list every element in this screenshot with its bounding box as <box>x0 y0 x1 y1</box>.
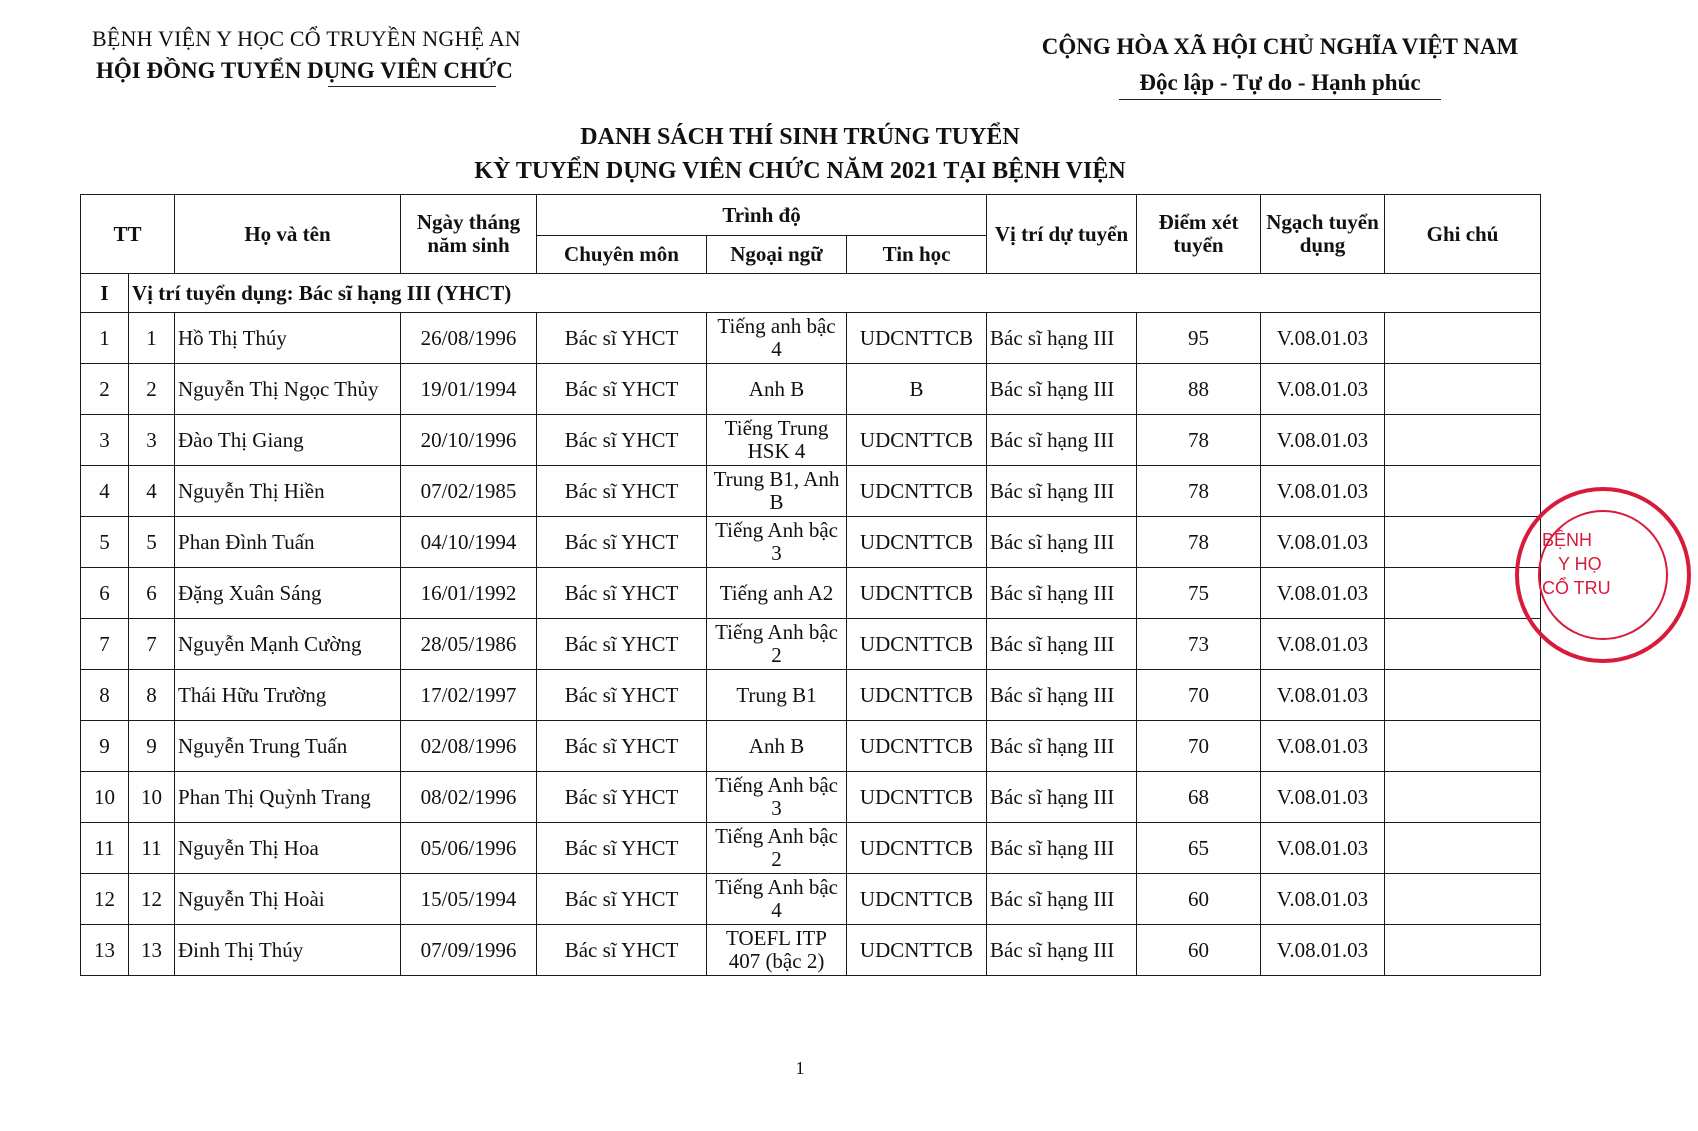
header-note: Ghi chú <box>1385 195 1541 274</box>
cell-row-number: 4 <box>129 466 175 517</box>
table-row <box>81 874 1541 925</box>
cell-specialty: Bác sĩ YHCT <box>537 823 707 874</box>
cell-row-index: 8 <box>81 670 129 721</box>
cell-row-index: 7 <box>81 619 129 670</box>
cell-score: 60 <box>1137 874 1261 925</box>
cell-row-index: 13 <box>81 925 129 976</box>
cell-row-index: 1 <box>81 313 129 364</box>
stamp-text-2: Y HỌ <box>1558 554 1602 574</box>
cell-foreign-language: Trung B1 <box>707 670 847 721</box>
table-row <box>81 517 1541 568</box>
cell-row-number: 11 <box>129 823 175 874</box>
cell-candidate-name: Nguyễn Mạnh Cường <box>175 619 401 670</box>
cell-rank-code: V.08.01.03 <box>1261 925 1385 976</box>
cell-specialty: Bác sĩ YHCT <box>537 364 707 415</box>
cell-rank-code: V.08.01.03 <box>1261 517 1385 568</box>
cell-score: 60 <box>1137 925 1261 976</box>
cell-birth-date: 19/01/1994 <box>401 364 537 415</box>
header-position: Vị trí dự tuyển <box>987 195 1137 274</box>
header-score: Điểm xét tuyển <box>1137 195 1261 274</box>
cell-rank-code: V.08.01.03 <box>1261 874 1385 925</box>
header-tt: TT <box>81 195 175 274</box>
cell-note <box>1385 772 1541 823</box>
cell-specialty: Bác sĩ YHCT <box>537 466 707 517</box>
cell-score: 78 <box>1137 517 1261 568</box>
cell-row-number: 7 <box>129 619 175 670</box>
cell-specialty: Bác sĩ YHCT <box>537 874 707 925</box>
cell-birth-date: 15/05/1994 <box>401 874 537 925</box>
stamp-outer-ring <box>1517 489 1689 661</box>
cell-candidate-name: Nguyễn Thị Hoa <box>175 823 401 874</box>
cell-rank-code: V.08.01.03 <box>1261 670 1385 721</box>
cell-row-number: 2 <box>129 364 175 415</box>
cell-note <box>1385 823 1541 874</box>
cell-note <box>1385 415 1541 466</box>
cell-applied-position: Bác sĩ hạng III <box>987 517 1137 568</box>
cell-candidate-name: Nguyễn Thị Hiền <box>175 466 401 517</box>
cell-applied-position: Bác sĩ hạng III <box>987 313 1137 364</box>
cell-foreign-language: Tiếng Anh bậc 3 <box>707 772 847 823</box>
cell-rank-code: V.08.01.03 <box>1261 466 1385 517</box>
cell-row-number: 3 <box>129 415 175 466</box>
cell-applied-position: Bác sĩ hạng III <box>987 415 1137 466</box>
cell-birth-date: 07/09/1996 <box>401 925 537 976</box>
cell-foreign-language: Tiếng Anh bậc 2 <box>707 823 847 874</box>
cell-specialty: Bác sĩ YHCT <box>537 772 707 823</box>
cell-row-number: 12 <box>129 874 175 925</box>
cell-candidate-name: Đặng Xuân Sáng <box>175 568 401 619</box>
table-row <box>81 415 1541 466</box>
cell-it-skill: UDCNTTCB <box>847 517 987 568</box>
cell-it-skill: UDCNTTCB <box>847 925 987 976</box>
cell-row-index: 11 <box>81 823 129 874</box>
cell-applied-position: Bác sĩ hạng III <box>987 364 1137 415</box>
cell-row-index: 10 <box>81 772 129 823</box>
cell-it-skill: UDCNTTCB <box>847 874 987 925</box>
cell-row-index: 6 <box>81 568 129 619</box>
cell-foreign-language: Tiếng anh A2 <box>707 568 847 619</box>
header-rank: Ngạch tuyển dụng <box>1261 195 1385 274</box>
cell-it-skill: UDCNTTCB <box>847 466 987 517</box>
table-row <box>81 925 1541 976</box>
table-row <box>81 364 1541 415</box>
cell-score: 88 <box>1137 364 1261 415</box>
cell-applied-position: Bác sĩ hạng III <box>987 568 1137 619</box>
cell-specialty: Bác sĩ YHCT <box>537 313 707 364</box>
cell-foreign-language: Tiếng Anh bậc 4 <box>707 874 847 925</box>
cell-score: 65 <box>1137 823 1261 874</box>
cell-applied-position: Bác sĩ hạng III <box>987 466 1137 517</box>
cell-foreign-language: Anh B <box>707 721 847 772</box>
cell-candidate-name: Phan Thị Quỳnh Trang <box>175 772 401 823</box>
table-row <box>81 772 1541 823</box>
cell-birth-date: 08/02/1996 <box>401 772 537 823</box>
cell-birth-date: 20/10/1996 <box>401 415 537 466</box>
cell-score: 78 <box>1137 415 1261 466</box>
council-name: HỘI ĐỒNG TUYỂN DỤNG VIÊN CHỨC <box>96 58 513 83</box>
cell-foreign-language: Trung B1, Anh B <box>707 466 847 517</box>
cell-birth-date: 05/06/1996 <box>401 823 537 874</box>
document-title: DANH SÁCH THÍ SINH TRÚNG TUYỂN <box>580 124 1020 150</box>
cell-birth-date: 04/10/1994 <box>401 517 537 568</box>
candidate-table <box>80 194 1541 976</box>
cell-row-index: 3 <box>81 415 129 466</box>
table-row <box>81 619 1541 670</box>
section-row <box>81 274 1541 313</box>
cell-applied-position: Bác sĩ hạng III <box>987 874 1137 925</box>
cell-it-skill: UDCNTTCB <box>847 313 987 364</box>
cell-birth-date: 07/02/1985 <box>401 466 537 517</box>
council-underline <box>328 86 496 87</box>
cell-specialty: Bác sĩ YHCT <box>537 568 707 619</box>
table-row <box>81 466 1541 517</box>
table-row <box>81 721 1541 772</box>
cell-note <box>1385 364 1541 415</box>
cell-score: 78 <box>1137 466 1261 517</box>
cell-rank-code: V.08.01.03 <box>1261 415 1385 466</box>
section-roman: I <box>81 274 129 313</box>
header-dob: Ngày tháng năm sinh <box>401 195 537 274</box>
cell-it-skill: UDCNTTCB <box>847 721 987 772</box>
header-left <box>92 26 612 87</box>
cell-specialty: Bác sĩ YHCT <box>537 670 707 721</box>
cell-rank-code: V.08.01.03 <box>1261 823 1385 874</box>
table-row <box>81 670 1541 721</box>
org-name: BỆNH VIỆN Y HỌC CỔ TRUYỀN NGHỆ AN <box>92 26 521 51</box>
cell-it-skill: UDCNTTCB <box>847 772 987 823</box>
table-row <box>81 568 1541 619</box>
cell-candidate-name: Phan Đình Tuấn <box>175 517 401 568</box>
page-number: 1 <box>795 1058 805 1078</box>
header-language: Ngoại ngữ <box>707 236 847 274</box>
cell-specialty: Bác sĩ YHCT <box>537 721 707 772</box>
cell-score: 75 <box>1137 568 1261 619</box>
cell-score: 95 <box>1137 313 1261 364</box>
document-subtitle: KỲ TUYỂN DỤNG VIÊN CHỨC NĂM 2021 TẠI BỆNH VIỆN <box>474 158 1126 184</box>
cell-birth-date: 28/05/1986 <box>401 619 537 670</box>
cell-candidate-name: Thái Hữu Trường <box>175 670 401 721</box>
cell-score: 70 <box>1137 670 1261 721</box>
cell-note <box>1385 721 1541 772</box>
cell-row-index: 5 <box>81 517 129 568</box>
cell-birth-date: 16/01/1992 <box>401 568 537 619</box>
cell-row-index: 2 <box>81 364 129 415</box>
cell-row-index: 12 <box>81 874 129 925</box>
cell-foreign-language: TOEFL ITP 407 (bậc 2) <box>707 925 847 976</box>
cell-candidate-name: Nguyễn Thị Hoài <box>175 874 401 925</box>
cell-candidate-name: Đào Thị Giang <box>175 415 401 466</box>
cell-applied-position: Bác sĩ hạng III <box>987 823 1137 874</box>
cell-applied-position: Bác sĩ hạng III <box>987 925 1137 976</box>
cell-candidate-name: Nguyễn Thị Ngọc Thủy <box>175 364 401 415</box>
motto-underline <box>1119 99 1441 100</box>
cell-foreign-language: Tiếng Anh bậc 3 <box>707 517 847 568</box>
cell-note <box>1385 874 1541 925</box>
cell-applied-position: Bác sĩ hạng III <box>987 670 1137 721</box>
cell-it-skill: UDCNTTCB <box>847 568 987 619</box>
cell-row-number: 8 <box>129 670 175 721</box>
cell-candidate-name: Nguyễn Trung Tuấn <box>175 721 401 772</box>
cell-row-index: 4 <box>81 466 129 517</box>
red-seal-stamp <box>1508 480 1698 670</box>
table-row <box>81 313 1541 364</box>
header-specialty: Chuyên môn <box>537 236 707 274</box>
cell-applied-position: Bác sĩ hạng III <box>987 619 1137 670</box>
cell-note <box>1385 313 1541 364</box>
cell-rank-code: V.08.01.03 <box>1261 364 1385 415</box>
cell-row-number: 1 <box>129 313 175 364</box>
cell-score: 70 <box>1137 721 1261 772</box>
cell-it-skill: UDCNTTCB <box>847 823 987 874</box>
section-label: Vị trí tuyển dụng: Bác sĩ hạng III (YHCT) <box>129 274 1541 313</box>
table-row <box>81 823 1541 874</box>
cell-note <box>1385 670 1541 721</box>
cell-row-number: 13 <box>129 925 175 976</box>
cell-row-number: 5 <box>129 517 175 568</box>
cell-row-number: 9 <box>129 721 175 772</box>
cell-foreign-language: Tiếng Anh bậc 2 <box>707 619 847 670</box>
cell-row-index: 9 <box>81 721 129 772</box>
cell-foreign-language: Anh B <box>707 364 847 415</box>
cell-specialty: Bác sĩ YHCT <box>537 517 707 568</box>
cell-score: 73 <box>1137 619 1261 670</box>
cell-it-skill: B <box>847 364 987 415</box>
cell-row-number: 10 <box>129 772 175 823</box>
cell-note <box>1385 925 1541 976</box>
cell-foreign-language: Tiếng Trung HSK 4 <box>707 415 847 466</box>
cell-rank-code: V.08.01.03 <box>1261 721 1385 772</box>
header-right <box>1010 34 1550 100</box>
cell-applied-position: Bác sĩ hạng III <box>987 721 1137 772</box>
nation-name: CỘNG HÒA XÃ HỘI CHỦ NGHĨA VIỆT NAM <box>1041 34 1519 59</box>
cell-specialty: Bác sĩ YHCT <box>537 619 707 670</box>
cell-it-skill: UDCNTTCB <box>847 619 987 670</box>
cell-it-skill: UDCNTTCB <box>847 415 987 466</box>
motto: Độc lập - Tự do - Hạnh phúc <box>1139 70 1421 95</box>
cell-rank-code: V.08.01.03 <box>1261 772 1385 823</box>
header-qualification: Trình độ <box>537 195 987 236</box>
cell-specialty: Bác sĩ YHCT <box>537 925 707 976</box>
cell-rank-code: V.08.01.03 <box>1261 568 1385 619</box>
cell-candidate-name: Hồ Thị Thúy <box>175 313 401 364</box>
stamp-text-1: BỆNH <box>1542 530 1593 550</box>
cell-rank-code: V.08.01.03 <box>1261 619 1385 670</box>
cell-candidate-name: Đinh Thị Thúy <box>175 925 401 976</box>
cell-birth-date: 17/02/1997 <box>401 670 537 721</box>
cell-birth-date: 26/08/1996 <box>401 313 537 364</box>
cell-rank-code: V.08.01.03 <box>1261 313 1385 364</box>
cell-specialty: Bác sĩ YHCT <box>537 415 707 466</box>
cell-it-skill: UDCNTTCB <box>847 670 987 721</box>
cell-birth-date: 02/08/1996 <box>401 721 537 772</box>
cell-applied-position: Bác sĩ hạng III <box>987 772 1137 823</box>
header-it: Tin học <box>847 236 987 274</box>
cell-row-number: 6 <box>129 568 175 619</box>
header-name: Họ và tên <box>175 195 401 274</box>
stamp-text-3: CỔ TRU <box>1542 578 1611 598</box>
cell-score: 68 <box>1137 772 1261 823</box>
cell-foreign-language: Tiếng anh bậc 4 <box>707 313 847 364</box>
